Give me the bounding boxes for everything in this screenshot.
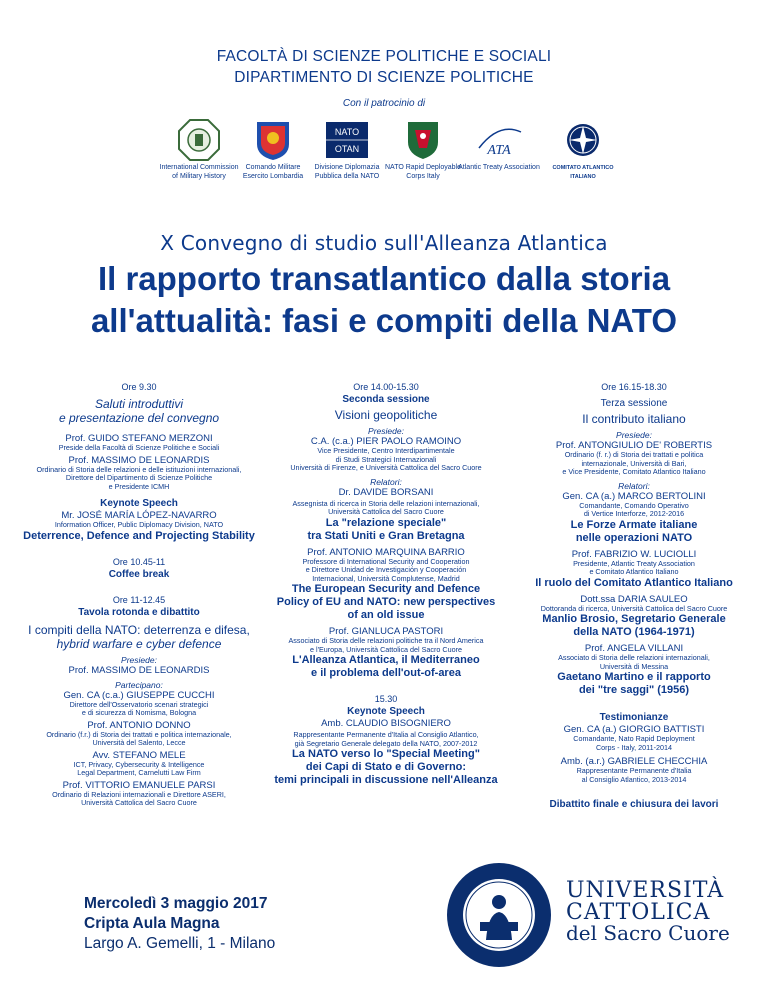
speaker-name: Prof. ANGELA VILLANI [584, 643, 684, 654]
talk-title: della NATO (1964-1971) [573, 626, 695, 638]
talk-title: tra Stati Uniti e Gran Bretagna [307, 529, 465, 542]
speaker-name: Dott.ssa DARIA SAULEO [580, 593, 688, 605]
speaker-affiliation: al Consiglio Atlantico, 2013-2014 [581, 774, 687, 784]
talk-title: La "relazione speciale" [325, 516, 447, 529]
speaker-name: Amb. CLAUDIO BISOGNIERO [321, 718, 451, 729]
speaker-affiliation: Corps - Italy, 2011-2014 [595, 742, 673, 752]
speaker-affiliation: Università di Firenze, e Università Cattolica del Sacro Cuore [290, 463, 482, 472]
talk-title: Policy of EU and NATO: new perspectives [276, 596, 496, 608]
sacro-cuore-word: del Sacro Cuore [566, 921, 730, 945]
talk-title: Il ruolo del Comitato Atlantico Italiano [535, 576, 733, 589]
talk-title: e il problema dell'out-of-area [311, 667, 461, 679]
speakers-label: Relatori: [618, 480, 650, 491]
coffee-break-label: Coffee break [108, 568, 170, 580]
talk-title: dei Capi di Stato e di Governo: [305, 761, 467, 773]
speaker-name: Prof. MASSIMO DE LEONARDIS [68, 664, 210, 676]
speaker-name: Dr. DAVIDE BORSANI [338, 486, 434, 498]
speaker-affiliation: Comandante, Comando Operativo [579, 500, 689, 510]
talk-title: temi principali in discussione nell'Alleanza [274, 774, 498, 786]
event-address: Largo A. Gemelli, 1 - Milano [84, 935, 276, 952]
chair-label: Presiede: [616, 430, 652, 440]
speaker-affiliation: e di sicurezza di Nomisma, Bologna [81, 708, 197, 717]
time-label: Ore 16.15-18.30 [601, 382, 667, 392]
nato-otan-logo-icon [306, 118, 388, 162]
comando-militare-crest-icon [232, 118, 314, 162]
event-venue: Cripta Aula Magna [84, 915, 220, 932]
time-label: Ore 11-12.45 [112, 594, 166, 605]
speaker-affiliation: e Presidente ICMH [108, 481, 170, 491]
session-theme: Visioni geopolitiche [334, 408, 438, 422]
patron-logo-comando [232, 118, 314, 181]
speaker-affiliation: Ordinario (f. r.) di Storia dei trattati e politica [564, 450, 704, 459]
talk-title: La NATO verso lo "Special Meeting" [292, 748, 480, 760]
convegno-subtitle: X Convegno di studio sull'Alleanza Atlantica [160, 231, 608, 255]
patron-logos [158, 118, 628, 188]
nato-wordmark: NATO [334, 127, 360, 137]
speaker-name: Prof. ANTONGIULIO DE' ROBERTIS [555, 440, 713, 451]
comitato-atlantico-logo-icon [542, 118, 624, 162]
ata-logo-icon [458, 118, 540, 162]
talk-title: dei "tre saggi" (1956) [578, 684, 690, 696]
patron-logo-nato [306, 118, 388, 181]
session-theme: hybrid warfare e cyber defence [56, 636, 222, 651]
speaker-affiliation: e Vice Presidente, Comitato Atlantico Italiano [562, 467, 706, 476]
time-label: Ore 10.45-11 [112, 556, 166, 567]
nrdc-ita-shield-icon [382, 118, 464, 162]
logo-caption: International Commission of Military History [159, 164, 239, 180]
speaker-name: Prof. GIANLUCA PASTORI [328, 626, 444, 637]
speaker-affiliation: ICT, Privacy, Cybersecurity & Intelligence [73, 759, 205, 769]
speaker-name: Amb. (a.r.) GABRIELE CHECCHIA [560, 756, 708, 767]
speaker-name: Gen. CA (a.) MARCO BERTOLINI [562, 490, 706, 502]
programme-column-second-session [264, 382, 508, 787]
logo-caption: Comando Militare Esercito Lombardia [242, 164, 304, 180]
speaker-affiliation: Preside della Facoltà di Scienze Politiche e Sociali [58, 443, 220, 452]
chair-label: Presiede: [121, 654, 157, 665]
cattolica-word: CATTOLICA [566, 900, 711, 925]
closing-label: Dibattito finale e chiusura dei lavori [549, 799, 719, 810]
speaker-affiliation: Ordinario di Storia delle relazioni e delle istituzioni internazionali, [36, 464, 242, 474]
speaker-affiliation: Vice Presidente, Centro Interdipartimentale [317, 446, 455, 455]
speaker-affiliation: Università del Salento, Lecce [92, 738, 186, 747]
session-theme: I compiti della NATO: deterrenza e difesa, [28, 622, 250, 637]
event-date: Mercoledì 3 maggio 2017 [84, 895, 268, 912]
faculty-header [0, 46, 768, 88]
session-label: Seconda sessione [342, 394, 430, 405]
speaker-affiliation: Internacional, Università Complutense, Madrid [312, 573, 460, 583]
speaker-affiliation: Legal Department, Carnelutti Law Firm [77, 768, 201, 777]
patron-logo-nrdc [382, 118, 464, 181]
speaker-affiliation: Università Cattolica del Sacro Cuore [328, 507, 444, 516]
university-wordmark [566, 878, 730, 945]
speaker-name: Prof. ANTONIO DONNO [87, 719, 191, 731]
speaker-name: Mr. JOSÉ MARÍA LÓPEZ-NAVARRO [61, 510, 217, 521]
participants-label: Partecipano: [115, 679, 163, 690]
speaker-name: Prof. ANTONIO MARQUINA BARRIO [307, 546, 465, 558]
speaker-affiliation: Assegnista di ricerca in Storia delle relazioni internazionali, [292, 498, 480, 508]
talk-title: of an old issue [347, 609, 425, 621]
keynote-label: Keynote Speech [347, 706, 425, 717]
time-label: Ore 9.30 [121, 382, 157, 392]
time-label: 15.30 [374, 694, 398, 704]
speaker-affiliation: Comandante, Nato Rapid Deployment [573, 734, 695, 743]
speaker-affiliation: di Vertice Interforze, 2012-2016 [583, 509, 685, 518]
patron-logo-ata [458, 118, 540, 173]
speaker-affiliation: internazionale, Università di Bari, [581, 458, 687, 468]
speaker-affiliation: e Direttore Unidad de Investigación y Cooperación [305, 565, 467, 574]
faculty-name: FACOLTÀ DI SCIENZE POLITICHE E SOCIALI [216, 48, 552, 65]
keynote-label: Keynote Speech [100, 498, 178, 509]
speaker-name: Prof. GUIDO STEFANO MERZONI [65, 433, 213, 444]
session-label: Terza sessione [600, 398, 668, 409]
ucsc-seal-icon [446, 862, 552, 968]
session-theme: Saluti introduttivi [94, 397, 184, 411]
speaker-affiliation: Rappresentante Permanente d'Italia [576, 766, 692, 775]
speaker-affiliation: Università Cattolica del Sacro Cuore [81, 798, 197, 807]
programme-column-third-session [514, 382, 754, 811]
speaker-name: Prof. MASSIMO DE LEONARDIS [68, 454, 210, 466]
speaker-affiliation: Associato di Storia delle relazioni internazionali, [558, 653, 710, 662]
speaker-name: Gen. CA (c.a.) GIUSEPPE CUCCHI [63, 689, 215, 701]
logo-caption: Atlantic Treaty Association [458, 164, 540, 171]
patron-logo-ichm [158, 118, 240, 181]
speaker-affiliation: Rappresentante Permanente d'Italia al Consiglio Atlantico, [293, 730, 479, 739]
session-theme: e presentazione del convegno [58, 411, 220, 425]
chair-label: Presiede: [368, 426, 404, 436]
talk-title: nelle operazioni NATO [575, 531, 693, 544]
university-word: UNIVERSITÀ [566, 878, 725, 903]
speakers-label: Relatori: [370, 476, 402, 487]
talk-title: Deterrence, Defence and Projecting Stability [23, 529, 255, 542]
talk-title: Manlio Brosio, Segretario Generale [542, 613, 726, 625]
patronage-label: Con il patrocinio di [342, 98, 426, 109]
speaker-affiliation: Presidente, Atlantic Treaty Association [573, 558, 695, 568]
speaker-affiliation: Information Officer, Public Diplomacy Division, NATO [54, 520, 224, 529]
speaker-affiliation: e Comitato Atlantico Italiano [589, 567, 679, 576]
speaker-affiliation: Università di Messina [599, 661, 669, 671]
session-theme: Il contributo italiano [582, 412, 686, 426]
department-name: DIPARTIMENTO DI SCIENZE POLITICHE [234, 69, 534, 86]
speaker-name: Prof. VITTORIO EMANUELE PARSI [62, 779, 216, 791]
title-line-1: Il rapporto transatlantico dalla storia [97, 260, 671, 297]
patron-logo-comitato [542, 118, 624, 181]
talk-title: Gaetano Martino e il rapporto [557, 671, 711, 683]
speaker-name: C.A. (c.a.) PIER PAOLO RAMOINO [310, 436, 462, 447]
speaker-affiliation: di Studi Strategici Internazionali [335, 454, 437, 464]
speaker-affiliation: e l'Europa, Università Cattolica del Sacro Cuore [310, 644, 462, 654]
title-line-2: all'attualità: fasi e compiti della NATO [90, 302, 678, 339]
speaker-affiliation: Ordinario di Relazioni internazionali e Direttore ASERI, [52, 789, 226, 799]
programme-column-morning [0, 382, 278, 808]
speaker-name: Avv. STEFANO MELE [92, 749, 186, 761]
speaker-affiliation: già Segretario Generale delegato della NATO, 2007-2012 [294, 738, 478, 748]
logo-caption: Divisione Diplomazia Pubblica della NATO [314, 164, 380, 180]
speaker-affiliation: Direttore dell'Osservatorio scenari strategici [69, 699, 209, 709]
talk-title: L'Alleanza Atlantica, il Mediterraneo [292, 654, 480, 666]
speaker-affiliation: Associato di Storia delle relazioni politiche tra il Nord America [288, 636, 484, 645]
talk-title: Le Forze Armate italiane [570, 518, 698, 531]
otan-wordmark: OTAN [334, 144, 360, 154]
logo-caption: NATO Rapid Deployable Corps Italy [384, 164, 461, 180]
testimonies-label: Testimonianze [599, 712, 669, 723]
speaker-name: Gen. CA (a.) GIORGIO BATTISTI [563, 724, 705, 735]
speaker-affiliation: Professore di International Security and Cooperation [302, 556, 470, 566]
talk-title: The European Security and Defence [291, 583, 481, 595]
speaker-affiliation: Dottoranda di ricerca, Università Cattolica del Sacro Cuore [540, 603, 728, 613]
time-label: Ore 14.00-15.30 [353, 382, 419, 392]
logo-caption: COMITATO ATLANTICO ITALIANO [552, 165, 614, 180]
speaker-affiliation: Ordinario (f.r.) di Storia dei trattati e politica internazionale, [46, 729, 232, 739]
page-title [0, 258, 768, 342]
event-date-venue [84, 894, 275, 954]
speaker-affiliation: Direttore del Dipartimento di Scienze Politiche [65, 473, 213, 482]
speaker-name: Prof. FABRIZIO W. LUCIOLLI [571, 548, 697, 560]
ata-wordmark: ATA [487, 143, 511, 158]
ichm-emblem-icon [158, 118, 240, 162]
round-table-label: Tavola rotonda e dibattito [78, 606, 200, 618]
